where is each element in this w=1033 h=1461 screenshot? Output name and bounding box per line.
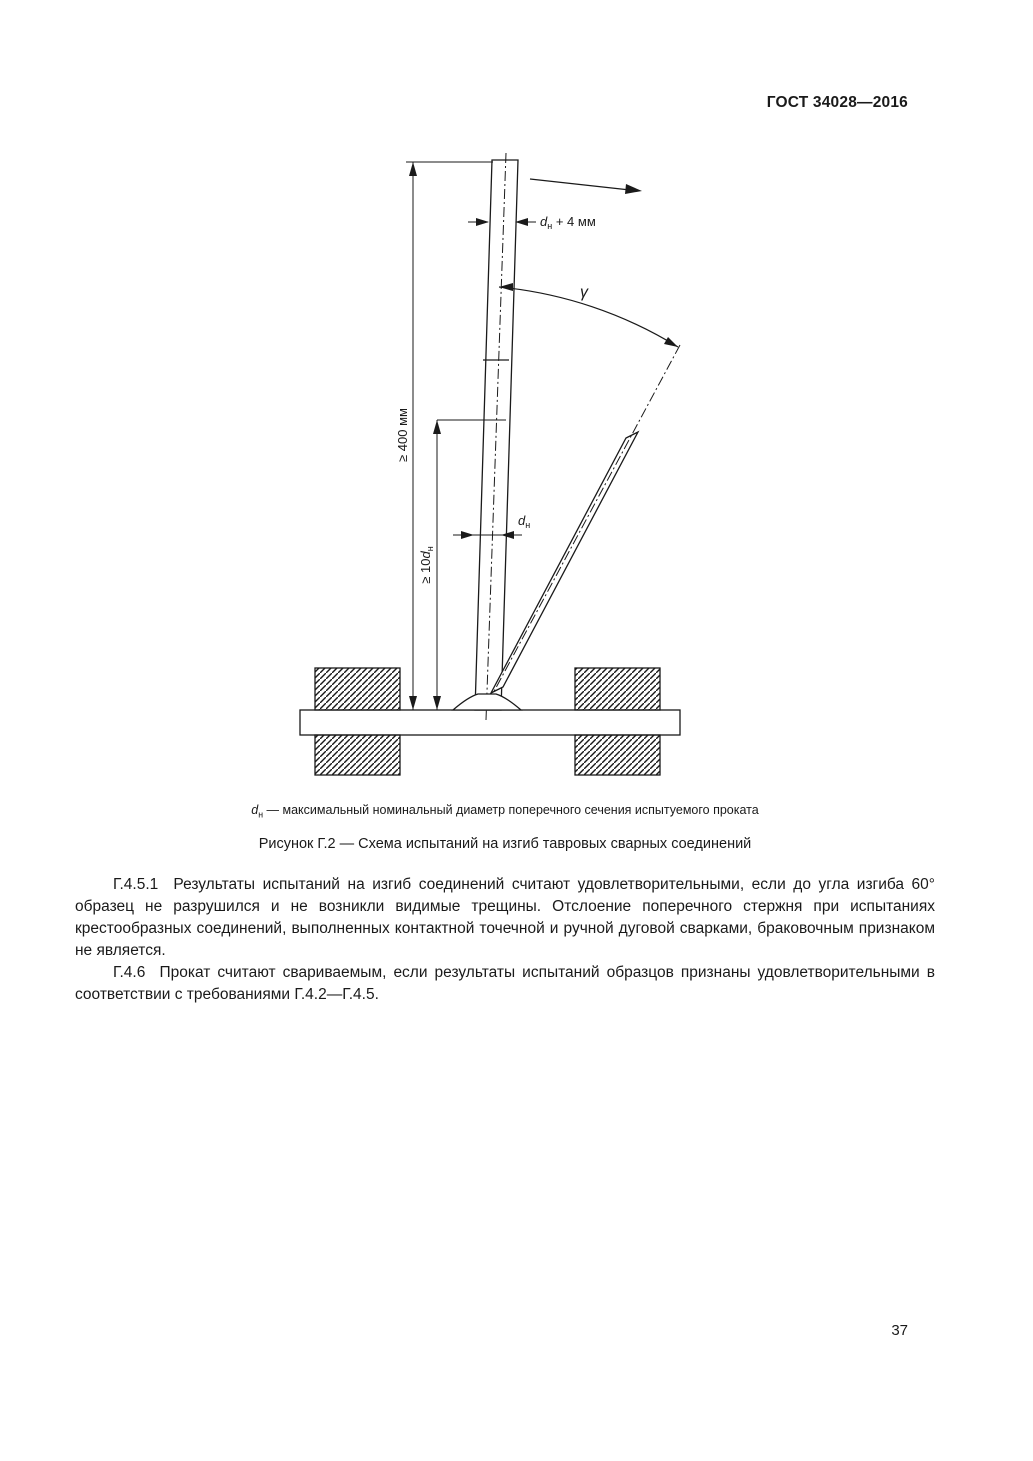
clause-number: Г.4.6: [113, 963, 146, 981]
bend-angle-arc: [499, 283, 678, 347]
clause-number: Г.4.5.1: [113, 875, 159, 893]
force-arrow: [530, 179, 642, 194]
note-symbol: d: [251, 803, 259, 817]
figure-caption: Рисунок Г.2 — Схема испытаний на изгиб тавровых сварных соединений: [258, 835, 752, 852]
bend-test-diagram: [290, 145, 690, 790]
paragraph-g451: [75, 874, 935, 962]
paragraph-g46: [75, 962, 935, 1006]
weld-fillet: [453, 694, 521, 710]
dim-10d-label: ≥ $10d_н$: [418, 546, 435, 584]
figure-note: [75, 803, 935, 820]
standard-header: [75, 94, 935, 112]
page-number: 37: [891, 1322, 908, 1339]
bar-diameter-label: $d_н$: [518, 513, 531, 530]
gamma-label: γ: [580, 284, 588, 301]
body-text: [75, 874, 935, 1006]
slot-width-label: $d_н + 4$ мм: [540, 214, 596, 231]
note-text: — максимальный номинальный диаметр поперечного сечения испытуемого проката: [263, 803, 759, 817]
dim-400-label: ≥ 400 мм: [395, 408, 410, 462]
slot-width-dimension: [468, 214, 596, 231]
clamp-block: [315, 735, 400, 775]
standard-number: ГОСТ 34028—2016: [766, 94, 908, 111]
base-plate: [300, 710, 680, 735]
specimen-bar: [475, 153, 518, 720]
clamp-block: [315, 668, 400, 710]
clamp-block: [575, 668, 660, 710]
clause-text: Прокат считают свариваемым, если результаты испытаний образцов признаны удовлетворительными в соответствии с требованиями Г.4.2—Г.4.5.: [75, 963, 935, 1003]
clamp-block: [575, 735, 660, 775]
clause-text: Результаты испытаний на изгиб соединений считают удовлетворительными, если до угла изгиба 60° образец не разрушился и не возникли видимые трещины. Отслоение поперечного стержня при испытаниях крестообразных соединений, выполненных контактной точечной и ручной дуговой сварками, браковочным признаком не является.: [75, 875, 935, 959]
figure-g2: [290, 145, 690, 795]
note-symbol-subscript: н: [258, 809, 264, 820]
